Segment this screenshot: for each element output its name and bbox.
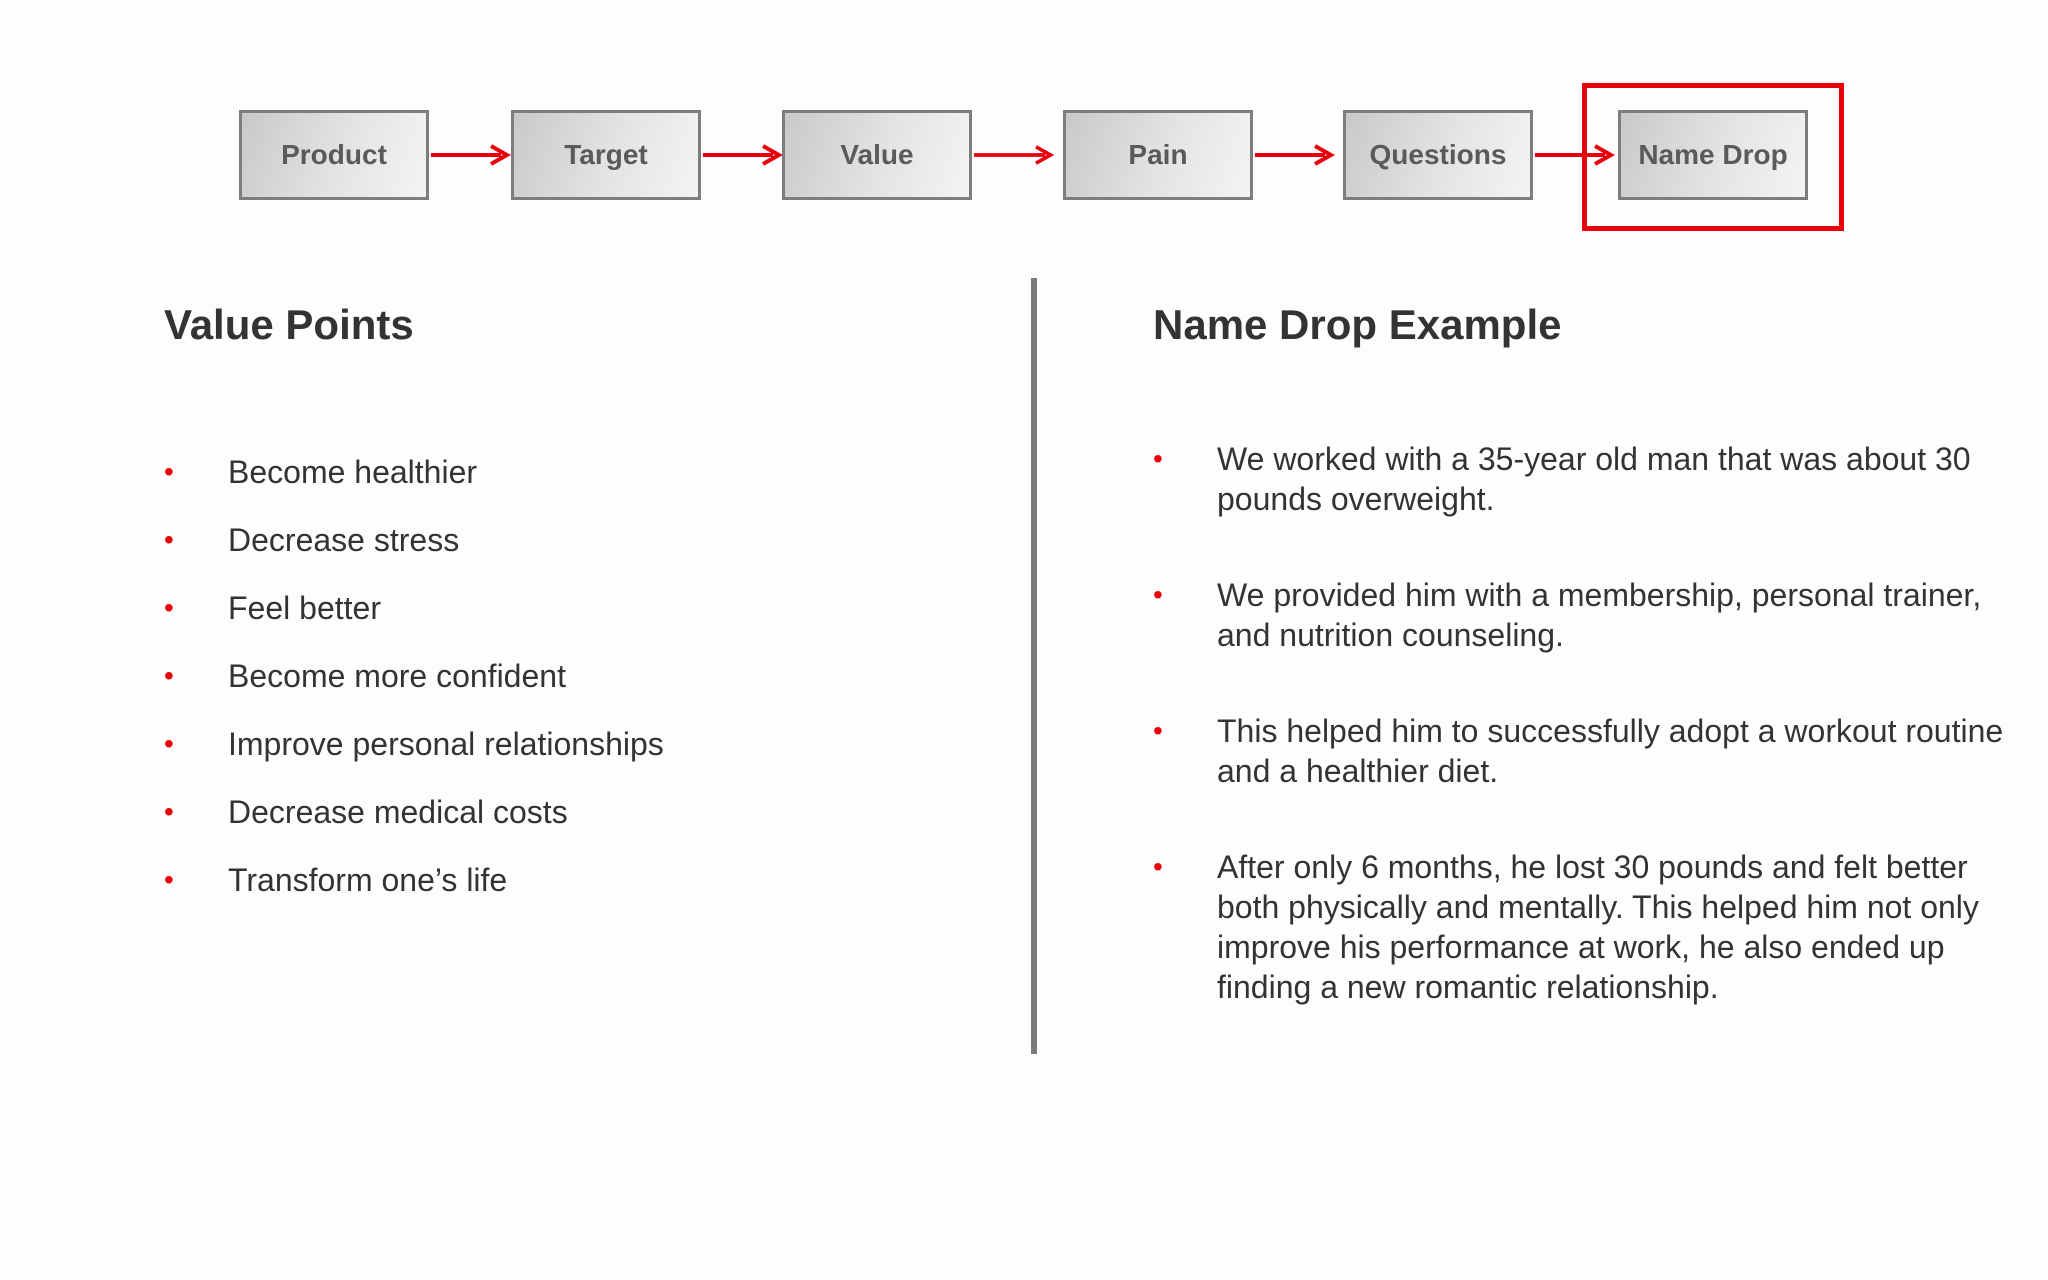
value-points-list — [164, 452, 664, 928]
list-item — [164, 452, 664, 520]
arrow-right-icon — [431, 143, 513, 167]
value-points-title: Value Points — [164, 301, 414, 348]
list-item-text: Feel better — [228, 590, 381, 626]
arrow-right-icon — [974, 143, 1056, 167]
column-divider — [1031, 278, 1037, 1054]
bullet-icon: • — [164, 864, 174, 895]
step-name-drop: Name Drop — [1618, 110, 1808, 200]
step-value: Value — [782, 110, 972, 200]
list-item — [164, 724, 664, 792]
bullet-icon: • — [164, 456, 174, 487]
step-product: Product — [239, 110, 429, 200]
arrow-right-icon — [1255, 143, 1337, 167]
bullet-icon: • — [1153, 443, 1163, 474]
list-item-text: Become more confident — [228, 658, 566, 694]
list-item-text: This helped him to successfully adopt a workout routine and a healthier diet. — [1217, 713, 2004, 789]
step-target: Target — [511, 110, 701, 200]
list-item — [164, 656, 664, 724]
list-item — [1153, 847, 2017, 1007]
bullet-icon: • — [164, 592, 174, 623]
name-drop-example-title: Name Drop Example — [1153, 301, 1562, 348]
bullet-icon: • — [1153, 715, 1163, 746]
list-item — [1153, 439, 2017, 519]
list-item-text: Decrease stress — [228, 522, 460, 558]
list-item-text: After only 6 months, he lost 30 pounds and felt better both physically and mentally. This helped him not only improve his performance at work, he also ended up finding a new romantic relationship. — [1217, 849, 1979, 1005]
bullet-icon: • — [164, 660, 174, 691]
list-item — [1153, 711, 2017, 791]
list-item — [164, 520, 664, 588]
list-item-text: Decrease medical costs — [228, 794, 568, 830]
list-item-text: Improve personal relationships — [228, 726, 664, 762]
bullet-icon: • — [164, 796, 174, 827]
list-item-text: Transform one’s life — [228, 862, 508, 898]
list-item — [164, 588, 664, 656]
bullet-icon: • — [1153, 851, 1163, 882]
name-drop-example-list — [1153, 439, 2017, 1063]
list-item-text: We worked with a 35-year old man that was about 30 pounds overweight. — [1217, 441, 1971, 517]
arrow-right-icon — [703, 143, 785, 167]
bullet-icon: • — [164, 524, 174, 555]
list-item — [164, 792, 664, 860]
bullet-icon: • — [164, 728, 174, 759]
bullet-icon: • — [1153, 579, 1163, 610]
step-questions: Questions — [1343, 110, 1533, 200]
list-item-text: We provided him with a membership, personal trainer, and nutrition counseling. — [1217, 577, 1982, 653]
step-pain: Pain — [1063, 110, 1253, 200]
list-item-text: Become healthier — [228, 454, 478, 490]
list-item — [164, 860, 664, 928]
current-step-highlight — [1582, 83, 1844, 231]
list-item — [1153, 575, 2017, 655]
